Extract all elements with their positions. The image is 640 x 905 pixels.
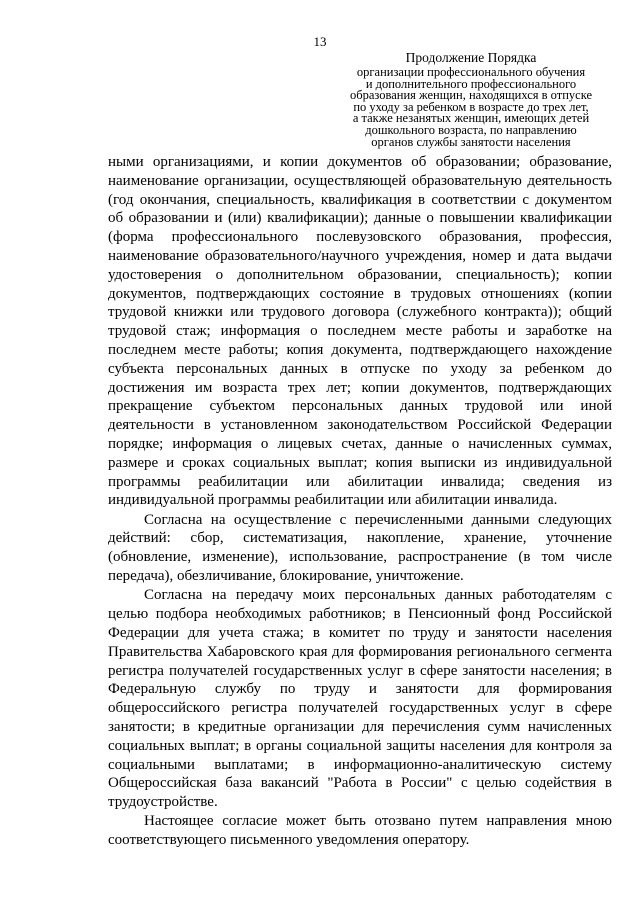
header-title: Продолжение Порядка [405, 50, 537, 65]
page-number: 13 [313, 34, 327, 49]
header-line: организации профессионального обучения [356, 65, 586, 79]
header-line: а также незанятых женщин, имеющих детей [352, 111, 590, 126]
header-block [340, 50, 602, 148]
document-body [108, 153, 612, 850]
header-line: дошкольного возраста, по направлению [365, 122, 577, 137]
paragraph-consent-transfer: Согласна на передачу моих персональных данных работодателям с целью подбора необходимых работников; в Пенсионный фонд Российской Федерации для учета стажа; в комитет по труду и занятости населения Правительства Хабаровского края для формирования регионального сегмента регистра получателей государственных услуг в сфере занятости населения; в Федеральную службу по труду и занятости для формирования общероссийского регистра получателей государственных услуг в сфере занятости; в кредитные организации для перечисления сумм начисленных социальных выплат; в органы социальной защиты населения для контроля за социальными выплатами; в информационно-аналитическую систему Общероссийская база вакансий "Работа в России" с целью содействия в трудоустройстве. [108, 587, 612, 811]
header-line: по уходу за ребенком в возрасте до трех лет, [353, 99, 589, 114]
header-line: органов службы занятости населения [371, 134, 571, 149]
paragraph-consent-revocation: Настоящее согласие может быть отозвано путем направления мною соответствующего письменного уведомления оператору. [108, 813, 612, 849]
paragraph-continuation: ными организациями, и копии документов об образовании; образование, наименование организации, осуществляющей образовательную деятельность (год окончания, специальность, квалификация в соответствии с документом об образовании и (или) квалификации); данные о повышении квалификации (форма профессионального послевузовского образования, профессия, наименование образовательного/научного учреждения, номер и дата выдачи удостоверения о дополнительном образовании, специальность); копии документов, подтверждающих состояние в трудовых отношениях (копии трудовой книжки или трудового договора (служебного контракта)); общий трудовой стаж; информация о последнем месте работы и заработке на последнем месте работы; копия документа, подтверждающего нахождение субъекта персональных данных в отпуске по уходу за ребенком до достижения им возраста трех лет; копии документов, подтверждающих прекращение субъектом персональных данных трудовой или иной деятельности в установленном законодательством Российской Федерации порядке; информация о лицевых счетах, данные о начисленных суммах, размере и сроках социальных выплат; копия выписки из индивидуальной программы реабилитации или абилитации инвалида; сведения из индивидуальной программы реабилитации или абилитации инвалида. [108, 154, 612, 509]
paragraph-consent-actions: Согласна на осуществление с перечисленными данными следующих действий: сбор, систематизация, накопление, хранение, уточнение (обновление, изменение), использование, распространение (в том числе передача), обезличивание, блокирование, уничтожение. [108, 511, 612, 585]
header-line: образования женщин, находящихся в отпуске [349, 88, 593, 103]
header-line: и дополнительного профессионального [365, 76, 577, 91]
